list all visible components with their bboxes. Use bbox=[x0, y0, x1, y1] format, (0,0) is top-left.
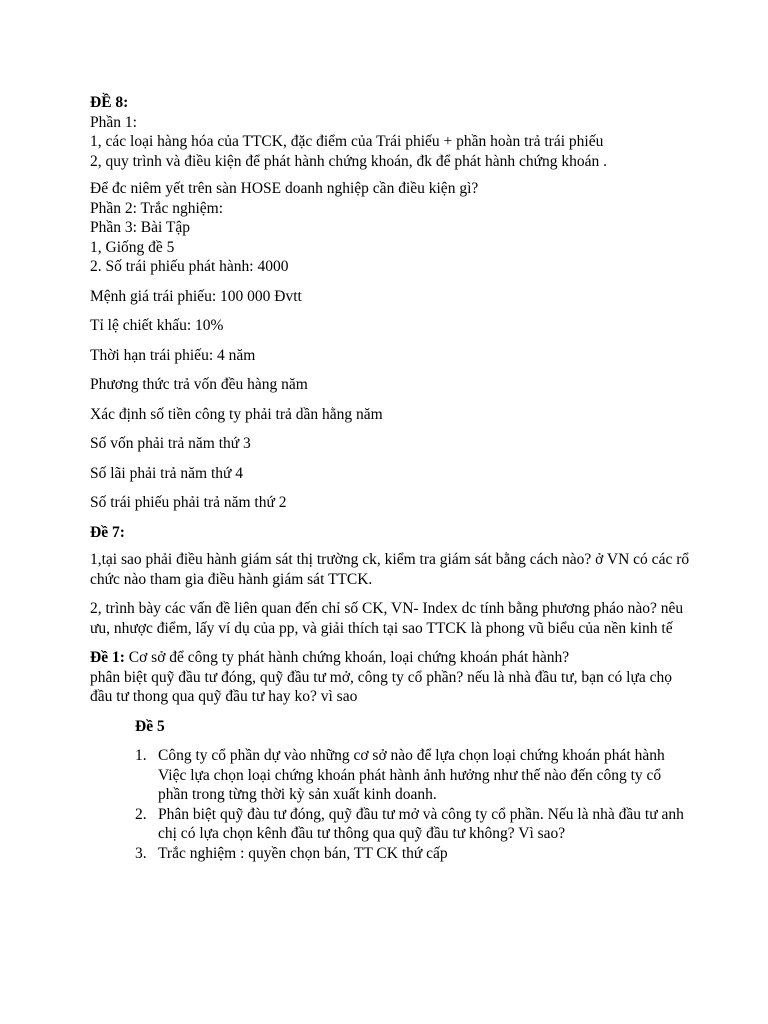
de8-part1-q2: 2, quy trình và điều kiện để phát hành chứng khoán, đk để phát hành chứng khoán . bbox=[90, 152, 607, 170]
de8-line: Xác định số tiền công ty phải trả dần hằng năm bbox=[90, 405, 383, 423]
de8-line: Phương thức trả vốn đều hàng năm bbox=[90, 376, 308, 393]
de8-line: Số trái phiếu phải trả năm thứ 2 bbox=[90, 494, 287, 511]
de7-title: Đề 7: bbox=[90, 523, 125, 541]
list-item: 3. Trắc nghiệm : quyền chọn bán, TT CK thứ cấp bbox=[135, 844, 448, 862]
de7-q2: 2, trình bày các vấn đề liên quan đến chỉ số CK, VN- Index dc tính bằng phương pháo nào? nêu ưu, nhược điểm, lấy ví dụ của pp, và giải thích tại sao TTCK là phong vũ biểu của nền kinh tế bbox=[90, 600, 684, 637]
de8-part3-q2: 2. Số trái phiếu phát hành: 4000 bbox=[90, 258, 289, 275]
de8-line: Tỉ lệ chiết khấu: 10% bbox=[90, 317, 224, 334]
de5-title: Đề 5 bbox=[135, 717, 165, 735]
de8-line: Mệnh giá trái phiếu: 100 000 Đvtt bbox=[90, 287, 302, 305]
de8-hose-question: Để đc niêm yết trên sàn HOSE doanh nghiệp cần điều kiện gì? bbox=[90, 180, 479, 197]
de8-part3-q1: 1, Giống đề 5 bbox=[90, 238, 175, 256]
de5-list bbox=[90, 746, 690, 863]
de1-q2: phân biệt quỹ đầu tư đóng, quỹ đầu tư mở, công ty cổ phần? nếu là nhà đầu tư, bạn có lựa chọ đầu tư thong qua quỹ đầu tư hay ko? vì sao bbox=[90, 668, 673, 705]
de8-title: ĐỀ 8: bbox=[90, 94, 129, 111]
list-item: 2. Phân biệt quỹ đàu tư đóng, quỹ đầu tư mở và công ty cổ phần. Nếu là nhà đầu tư anh chị có lựa chọn kênh đầu tư thông qua quỹ đầu tư không? Vì sao? bbox=[135, 805, 684, 842]
de8-line: Thời hạn trái phiếu: 4 năm bbox=[90, 346, 256, 364]
de7-q1: 1,tại sao phải điều hành giám sát thị trường ck, kiểm tra giám sát bằng cách nào? ở VN có các rổ chức nào tham gia điều hành giám sát TTCK. bbox=[90, 551, 690, 588]
de1-title: Đề 1: bbox=[90, 649, 125, 666]
list-item: 1. Công ty cổ phần dự vào những cơ sở nào để lựa chọn loại chứng khoán phát hành Việc lựa chọn loại chứng khoán phát hành ảnh hưởng như thế nào đến công ty cổ phần trong từng thời kỳ sản xuất kinh doanh. bbox=[135, 747, 665, 803]
de8-part1-q1: 1, các loại hàng hóa của TTCK, đặc điểm của Trái phiếu + phần hoàn trả trái phiếu bbox=[90, 133, 604, 150]
de8-part2: Phần 2: Trắc nghiệm: bbox=[90, 199, 224, 217]
de8-line: Số vốn phải trả năm thứ 3 bbox=[90, 435, 251, 452]
de1-q1: Đề 1: Cơ sở để công ty phát hành chứng khoán, loại chứng khoán phát hành? bbox=[90, 649, 570, 666]
de8-line: Số lãi phải trả năm thứ 4 bbox=[90, 464, 244, 482]
de8-part3: Phần 3: Bài Tập bbox=[90, 219, 191, 236]
document-body bbox=[90, 93, 690, 863]
de8-part1: Phần 1: bbox=[90, 113, 137, 131]
de5-section bbox=[90, 717, 690, 864]
